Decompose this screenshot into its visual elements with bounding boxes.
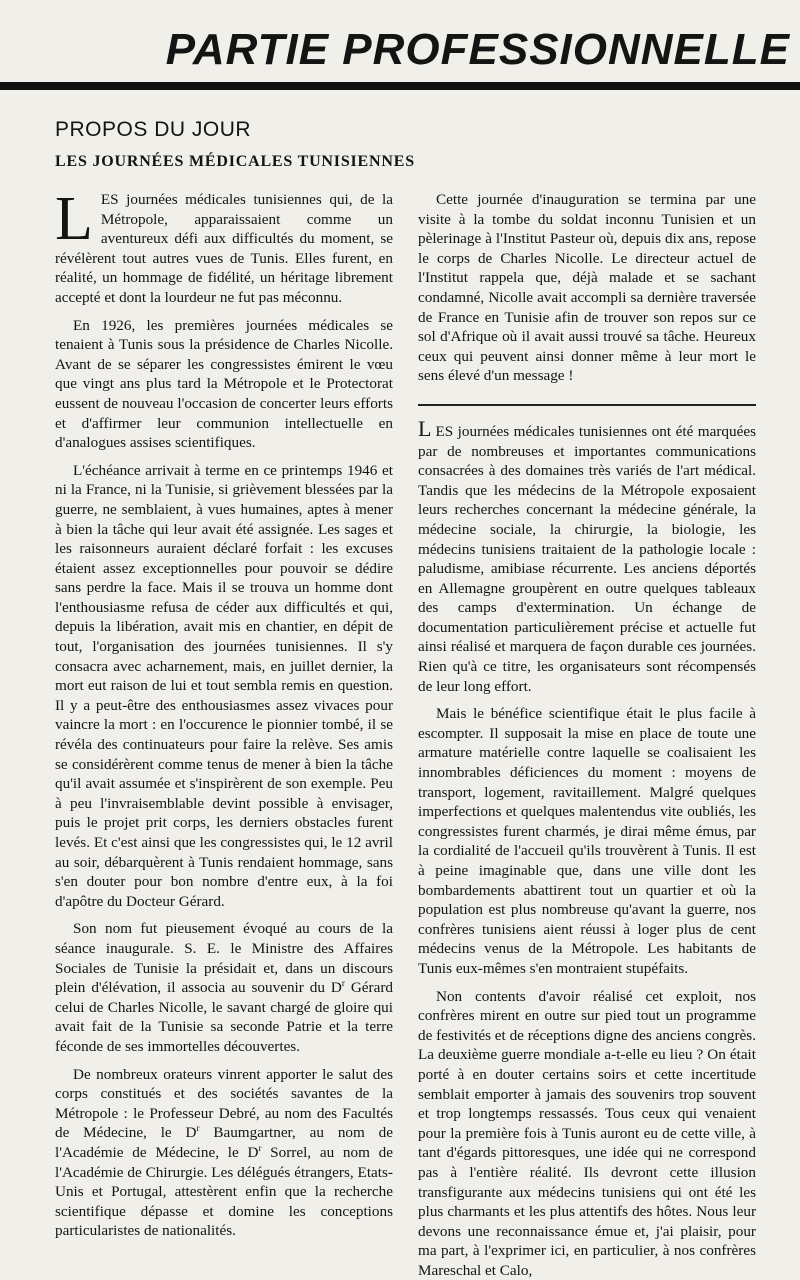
section-title: PARTIE PROFESSIONNELLE — [165, 25, 790, 74]
paragraph: Son nom fut pieusement évoqué au cours de la séance inaugurale. S. E. le Ministre des Affaires Sociales de Tunisie la présidait et, dans un discours plein d'élévation, il associa au souvenir du $D^r$ Gérard celui de Charles Nicolle, le savant chargé de gloire qui avait fait de la Tunisie sa seconde Patrie et la terre féconde de ses immortelles découvertes. — [55, 920, 393, 1055]
paragraph: LES journées médicales tunisiennes qui, de la Métropole, apparaissaient comme un aventureux défi aux difficultés du moment, se révélèrent tout autres vues de Tunis. Elles furent, en réalité, un hommage de fidélité, un héritage librement accepté et dont la lourdeur ne fut pas méconnu. — [55, 185, 393, 306]
paragraph: De nombreux orateurs vinrent apporter le salut des corps constitués et des sociétés savantes de la Métropole : le Professeur Debré, au nom des Facultés de Médecine, le $D^r$ Baumgartner, au nom de l'Académie de Médecine, le $D^r$ Sorrel, au nom de l'Académie de Chirurgie. Les délégués étrangers, Etats-Unis et Portugal, attestèrent enfin que la recherche scientifique dépasse et domine les conceptions particularistes de nationalités. — [55, 1065, 394, 1240]
paragraph: Mais le bénéfice scientifique était le plus facile à escompter. Il supposait la mise en place de toute une armature matérielle contre laquelle se coalisaient les innombrables déficiences du moment : moyens de transport, logement, ravitaillement. Malgré quelques imperfections et quelques malentendus vite oubliés, les congressistes furent charmés, je dirai même émus, par la cordialité de l'accueil qu'ils trouvèrent à Tunis. Il est à peine imaginable que, dans une ville dont les bombardements abattirent tout un quartier et où la population est plus nombreuse qu'avant la guerre, nos confrères tunisiens aient réussi à loger plus de cent médecins venus de la Métropole. Les habitants de Tunis eux-mêmes s'en montraient stupéfaits. — [418, 705, 756, 977]
paragraph: En 1926, les premières journées médicales se tenaient à Tunis sous la présidence de Charles Nicolle. Avant de se séparer les congressistes émirent le vœu que vingt ans plus tard la Métropole et le Protectorat eussent de nouveau l'occasion de concerter leurs efforts et d'affirmer leur communion intellectuelle en d'analogues assises scientifiques. — [55, 316, 393, 452]
paragraph: L'échéance arrivait à terme en ce printemps 1946 et ni la France, ni la Tunisie, si grièvement blessées par la guerre, ne semblaient, à vues humaines, aptes à mener à bien la tâche qui leur avait été assignée. Les sages et les raisonneurs auraient déclaré forfait : les excuses étaient assez exceptionnelles pour pouvoir se dédire sans perdre la face. Mais il se trouva un homme dont l'enthousiasme refusa de céder aux difficultés et qui, depuis la libération, avait mis en chantier, en dépit de tout, l'organisation des journées tunisiennes. Il s'y consacra avec acharnement, mais, en juillet dernier, la mort eut raison de lui et tout sembla remis en question. Il y a peut-être des enthousiasmes assez vivaces pour vaincre la mort : en l'occurence le pionnier tombé, il se révéla des continuateurs pour faire la relève. Ses amis se considérèrent comme tenus de mener à bien la tâche qu'il avait assumée et s'inspirèrent de son exemple. Peu à peu l'invraisemblable devint possible à envisager, puis le projet prit corps, les derniers obstacles furent levés. Et c'est ainsi que les congressistes qui, le 12 avril au soir, débarquèrent à Tunis rendaient hommage, sans s'en douter pour bon nombre d'entre eux, à la foi d'apôtre du Docteur Gérard. — [55, 461, 393, 910]
header-rule — [0, 82, 800, 90]
rubric-title: PROPOS DU JOUR — [55, 118, 252, 141]
left-column — [55, 185, 394, 1241]
right-column — [418, 190, 756, 1280]
drop-cap: L — [55, 185, 93, 253]
section-divider — [418, 404, 756, 406]
article-headline: LES JOURNÉES MÉDICALES TUNISIENNES — [55, 153, 415, 170]
initial-cap: L — [418, 415, 432, 441]
paragraph: Non contents d'avoir réalisé cet exploit, nos confrères mirent en outre sur pied tout un programme de festivités et de réceptions digne des anciens congrès. La deuxième guerre mondiale a-t-elle eu lieu ? On était porté à en douter certains soirs et cette incertitude semblait emporter à jamais des souvenirs trop souvent et trop longtemps ressassés. Tous ceux qui venaient pour la première fois à Tunis auront eu de cette ville, à tant d'égards pittoresques, une idée qui ne correspond pas à l'entière réalité. Ils devront cette illusion transfigurante aux médecins tunisiens qui ont été les plus charmants et les plus attentifs des hôtes. Nous leur devons une reconnaissance émue et, j'ai plaisir, pour ma part, à l'exprimer ici, en particulier, à nos confrères Mareschal et Calo, — [418, 987, 756, 1279]
paragraph: Cette journée d'inauguration se termina par une visite à la tombe du soldat inconnu Tunisien et un pèlerinage à l'Institut Pasteur où, depuis dix ans, repose le corps de Charles Nicolle. Le directeur actuel de l'Institut rappela que, déjà malade et se sachant condamné, Nicolle avait accompli sa dernière traversée de France en Tunisie afin de trouver son repos sur ce sol d'Afrique où il avait aussi trouvé sa tâche. Heureux ceux qui peuvent ainsi donner même à leur mort le sens élevé d'un message ! — [418, 191, 756, 385]
paragraph: L ES journées médicales tunisiennes ont été marquées par de nombreuses et importantes communications consacrées à des domaines très variés de l'art médical. Tandis que les médecins de la Métropole exposaient leurs recherches concernant la médecine générale, la médecine sociale, la chirurgie, la biologie, les médecins tunisiens traitaient de la pathologie locale : paludisme, amibiase récurrente. Les anciens déportés en Allemagne groupèrent en outre quelques tableaux des camps d'extermination. Un échange de documentation particulièrement précise et actuelle fut ainsi réalisé et marquera de façon durable ces journées. Rien qu'à ce titre, les organisateurs sont récompensés de leur long effort. — [418, 415, 756, 695]
